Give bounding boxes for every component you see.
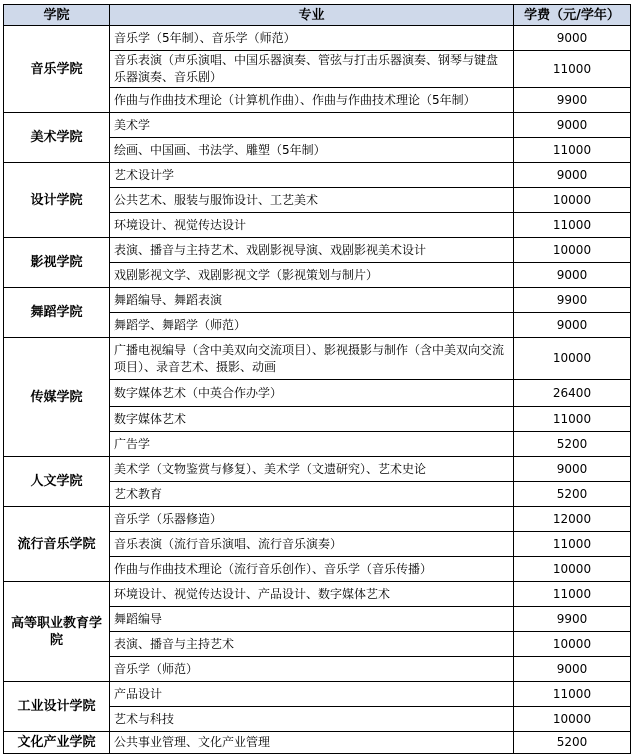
header-row [4, 5, 631, 26]
header-college: 学院 [4, 5, 110, 26]
fee-cell: 10000 [514, 238, 631, 263]
table-row [4, 732, 631, 754]
fee-cell: 9900 [514, 607, 631, 632]
major-cell: 舞蹈学、舞蹈学（师范） [110, 313, 514, 338]
major-cell: 美术学 [110, 113, 514, 138]
table-row [4, 288, 631, 313]
major-cell: 舞蹈编导 [110, 607, 514, 632]
fee-cell: 10000 [514, 557, 631, 582]
major-cell: 数字媒体艺术（中英合作办学） [110, 380, 514, 407]
fee-cell: 26400 [514, 380, 631, 407]
major-cell: 环境设计、视觉传达设计、产品设计、数字媒体艺术 [110, 582, 514, 607]
college-cell: 传媒学院 [4, 338, 110, 457]
major-cell: 音乐学（5年制）、音乐学（师范） [110, 26, 514, 51]
major-cell: 音乐学（师范） [110, 657, 514, 682]
fee-cell: 10000 [514, 632, 631, 657]
major-cell: 音乐表演（声乐演唱、中国乐器演奏、管弦与打击乐器演奏、钢琴与键盘乐器演奏、音乐剧） [110, 51, 514, 88]
fee-cell: 10000 [514, 188, 631, 213]
major-cell: 音乐表演（流行音乐演唱、流行音乐演奏） [110, 532, 514, 557]
fee-cell: 11000 [514, 532, 631, 557]
college-cell: 美术学院 [4, 113, 110, 163]
table-row [4, 238, 631, 263]
fee-cell: 9000 [514, 263, 631, 288]
header-major: 专业 [110, 5, 514, 26]
fee-cell: 9000 [514, 163, 631, 188]
major-cell: 艺术与科技 [110, 707, 514, 732]
major-cell: 作曲与作曲技术理论（流行音乐创作）、音乐学（音乐传播） [110, 557, 514, 582]
major-cell: 表演、播音与主持艺术、戏剧影视导演、戏剧影视美术设计 [110, 238, 514, 263]
table-body [4, 26, 631, 754]
tuition-table [3, 4, 631, 754]
major-cell: 表演、播音与主持艺术 [110, 632, 514, 657]
fee-cell: 10000 [514, 707, 631, 732]
college-cell: 文化产业学院 [4, 732, 110, 754]
table-row [4, 682, 631, 707]
fee-cell: 11000 [514, 51, 631, 88]
college-cell: 舞蹈学院 [4, 288, 110, 338]
fee-cell: 12000 [514, 507, 631, 532]
fee-cell: 11000 [514, 213, 631, 238]
major-cell: 美术学（文物鉴赏与修复）、美术学（文遗研究）、艺术史论 [110, 457, 514, 482]
fee-cell: 5200 [514, 732, 631, 754]
fee-cell: 5200 [514, 482, 631, 507]
major-cell: 广告学 [110, 432, 514, 457]
college-cell: 人文学院 [4, 457, 110, 507]
college-cell: 高等职业教育学院 [4, 582, 110, 682]
major-cell: 公共艺术、服装与服饰设计、工艺美术 [110, 188, 514, 213]
major-cell: 音乐学（乐器修造） [110, 507, 514, 532]
fee-cell: 9000 [514, 657, 631, 682]
fee-cell: 9000 [514, 457, 631, 482]
table-row [4, 113, 631, 138]
major-cell: 作曲与作曲技术理论（计算机作曲）、作曲与作曲技术理论（5年制） [110, 88, 514, 113]
table-row [4, 457, 631, 482]
major-cell: 数字媒体艺术 [110, 407, 514, 432]
fee-cell: 11000 [514, 682, 631, 707]
fee-cell: 9900 [514, 88, 631, 113]
table-row [4, 507, 631, 532]
college-cell: 音乐学院 [4, 26, 110, 113]
fee-cell: 10000 [514, 338, 631, 380]
fee-cell: 11000 [514, 407, 631, 432]
fee-cell: 9000 [514, 113, 631, 138]
fee-cell: 11000 [514, 138, 631, 163]
major-cell: 戏剧影视文学、戏剧影视文学（影视策划与制片） [110, 263, 514, 288]
major-cell: 广播电视编导（含中美双向交流项目）、影视摄影与制作（含中美双向交流项目）、录音艺术、摄影、动画 [110, 338, 514, 380]
major-cell: 环境设计、视觉传达设计 [110, 213, 514, 238]
table-row [4, 26, 631, 51]
fee-cell: 9900 [514, 288, 631, 313]
college-cell: 影视学院 [4, 238, 110, 288]
fee-cell: 5200 [514, 432, 631, 457]
college-cell: 工业设计学院 [4, 682, 110, 732]
major-cell: 绘画、中国画、书法学、雕塑（5年制） [110, 138, 514, 163]
major-cell: 艺术教育 [110, 482, 514, 507]
college-cell: 流行音乐学院 [4, 507, 110, 582]
fee-cell: 11000 [514, 582, 631, 607]
table-row [4, 582, 631, 607]
major-cell: 舞蹈编导、舞蹈表演 [110, 288, 514, 313]
major-cell: 艺术设计学 [110, 163, 514, 188]
fee-cell: 9000 [514, 26, 631, 51]
major-cell: 公共事业管理、文化产业管理 [110, 732, 514, 754]
header-fee: 学费（元/学年） [514, 5, 631, 26]
fee-cell: 9000 [514, 313, 631, 338]
college-cell: 设计学院 [4, 163, 110, 238]
table-row [4, 338, 631, 380]
major-cell: 产品设计 [110, 682, 514, 707]
table-row [4, 163, 631, 188]
